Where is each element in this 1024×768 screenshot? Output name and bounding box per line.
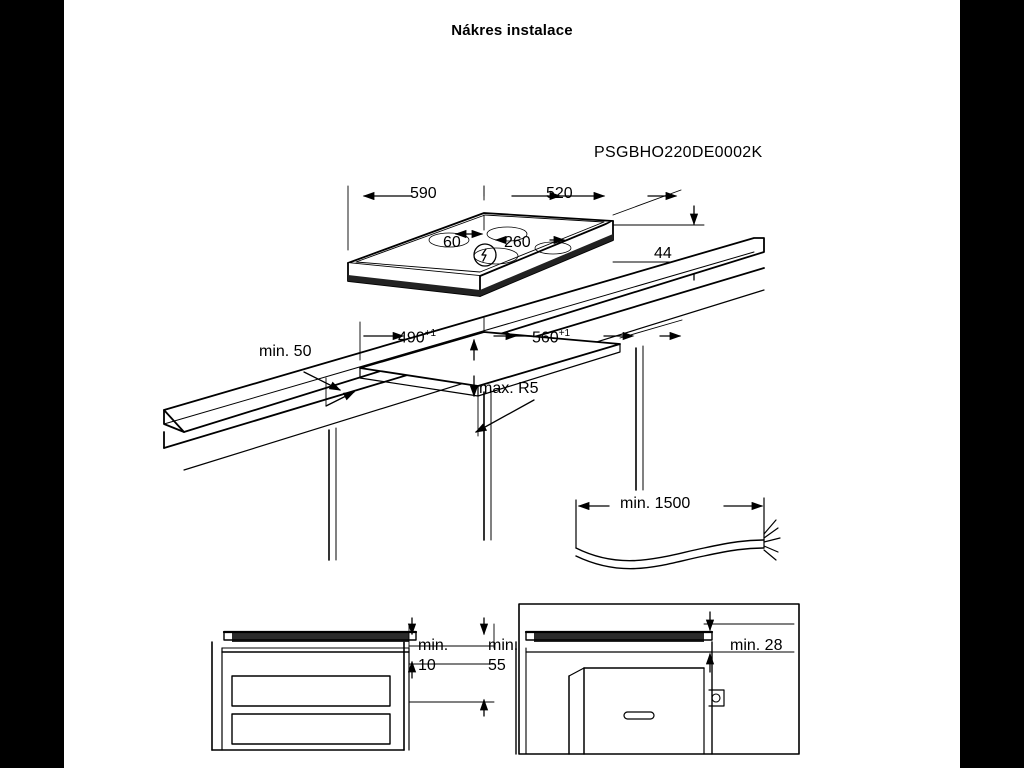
- dimension-label-min-55-line2: 55: [488, 657, 506, 674]
- dimension-label-590: 590: [410, 185, 437, 202]
- dimension-label-44: 44: [654, 245, 672, 262]
- dimension-value-490: 490: [398, 329, 425, 347]
- dimension-value-560: 560: [532, 329, 559, 347]
- dimension-label-min-28: min. 28: [730, 637, 783, 654]
- dimension-label-min-1500: min. 1500: [620, 495, 691, 512]
- dimension-tolerance-490: +1: [424, 328, 437, 339]
- dimension-label-560: [532, 328, 570, 347]
- dimension-label-520: 520: [546, 185, 573, 202]
- dimension-label-490: [398, 328, 436, 347]
- dimension-tolerance-560: +1: [558, 328, 571, 339]
- dimension-label-max-r5: max. R5: [479, 380, 539, 397]
- dimension-label-min-50: min. 50: [259, 343, 312, 360]
- dimension-label-min-10-line1: min.: [418, 637, 449, 654]
- page-title: Nákres instalace: [451, 22, 573, 39]
- dimension-label-260: 260: [504, 234, 531, 251]
- drawing-sheet: [64, 0, 960, 768]
- model-code: PSGBHO220DE0002K: [594, 144, 763, 161]
- dimension-label-min-10-line2: 10: [418, 657, 436, 674]
- dimension-label-60: 60: [443, 234, 461, 251]
- dimension-label-min-55-line1: min.: [488, 637, 519, 654]
